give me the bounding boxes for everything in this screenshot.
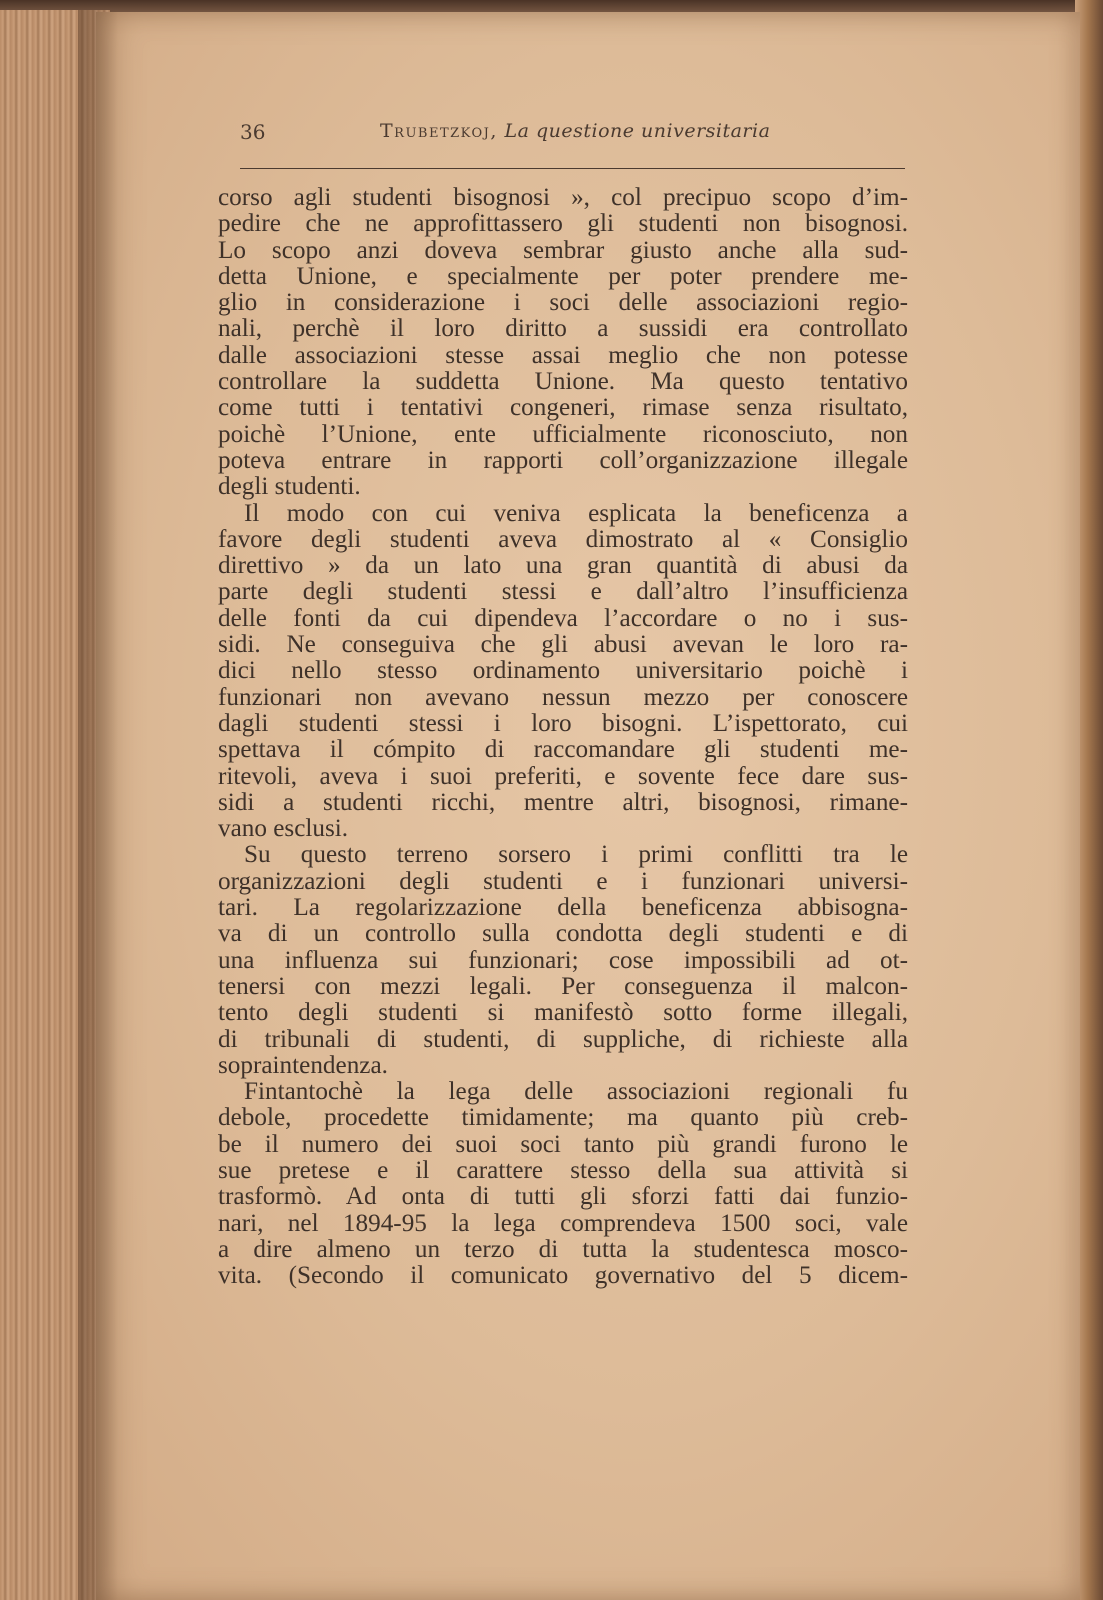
text-line: sidi. Ne conseguiva che gli abusi avevan le loro ra- (218, 631, 908, 659)
text-line: tenersi con mezzi legali. Per conseguenza il malcon- (218, 972, 908, 1000)
text-line: parte degli studenti stessi e dall’altro l’insufficienza (218, 578, 908, 606)
text-line: sue pretese e il carattere stesso della sua attività si (218, 1156, 908, 1184)
text-line: be il numero dei suoi soci tanto più grandi furono le (218, 1130, 908, 1158)
text-line: dalle associazioni stesse assai meglio che non potesse (218, 341, 908, 369)
header-rule (240, 168, 905, 169)
text-line: dici nello stesso ordinamento universitario poichè i (218, 657, 908, 685)
text-line: Fintantochè la lega delle associazioni regionali fu (244, 1078, 908, 1106)
text-line: di tribunali di studenti, di suppliche, di richieste alla (218, 1025, 908, 1053)
gutter-shadow (78, 10, 118, 1600)
text-line: tari. La regolarizzazione della beneficenza abbisogna- (218, 894, 908, 922)
running-head (240, 120, 920, 154)
text-line: poichè l’Unione, ente ufficialmente riconosciuto, non (218, 420, 908, 448)
text-line: delle fonti da cui dipendeva l’accordare o no i sus- (218, 604, 908, 632)
text-line: a dire almeno un terzo di tutta la studentesca mosco- (218, 1235, 908, 1263)
text-line: direttivo » da un lato una gran quantità di abusi da (218, 552, 908, 580)
text-line: vita. (Secondo il comunicato governativo del 5 dicem- (218, 1262, 908, 1290)
text-line: Su questo terreno sorsero i primi conflitti tra le (244, 841, 908, 869)
header-title (380, 120, 770, 142)
text-line: dagli studenti stessi i loro bisogni. L’ispettorato, cui (218, 709, 908, 737)
text-line: organizzazioni degli studenti e i funzionari universi- (218, 867, 908, 895)
text-line: spettava il cómpito di raccomandare gli studenti me- (218, 736, 908, 764)
page-number: 36 (240, 120, 266, 144)
text-line: glio in considerazione i soci delle associazioni regio- (218, 289, 908, 317)
text-line: Il modo con cui veniva esplicata la beneficenza a (244, 499, 908, 527)
text-line: favore degli studenti aveva dimostrato al « Consiglio (218, 525, 908, 553)
text-line: sidi a studenti ricchi, mentre altri, bisognosi, rimane- (218, 788, 908, 816)
text-line: trasformò. Ad onta di tutti gli sforzi fatti dai funzio- (218, 1183, 908, 1211)
text-line: funzionari non avevano nessun mezzo per conoscere (218, 683, 908, 711)
text-line: pedire che ne approfittassero gli studenti non bisognosi. (218, 210, 908, 238)
text-line: poteva entrare in rapporti coll’organizzazione illegale (218, 446, 908, 474)
text-line: va di un controllo sulla condotta degli studenti e di (218, 920, 908, 948)
text-line: Lo scopo anzi doveva sembrar giusto anche alla sud- (218, 236, 908, 264)
text-line: controllare la suddetta Unione. Ma questo tentativo (218, 368, 908, 396)
text-line: detta Unione, e specialmente per poter prendere me- (218, 262, 908, 290)
text-line: degli studenti. (218, 473, 361, 501)
text-line: tento degli studenti si manifestò sotto forme illegali, (218, 999, 908, 1027)
text-line: una influenza sui funzionari; cose impossibili ad ot- (218, 946, 908, 974)
text-line: come tutti i tentativi congeneri, rimase senza risultato, (218, 394, 908, 422)
text-line: nali, perchè il loro diritto a sussidi era controllato (218, 315, 908, 343)
text-line: ritevoli, aveva i suoi preferiti, e sovente fece dare sus- (218, 762, 908, 790)
body-text (218, 185, 908, 1289)
text-line: sopraintendenza. (218, 1051, 388, 1079)
text-line: debole, procedette timidamente; ma quanto più creb- (218, 1104, 908, 1132)
text-line: nari, nel 1894-95 la lega comprendeva 1500 soci, vale (218, 1209, 908, 1237)
text-line: vano esclusi. (218, 815, 349, 843)
text-line: corso agli studenti bisognosi », col precipuo scopo d’im- (218, 184, 908, 211)
header-work-title: La questione universitaria (504, 120, 771, 142)
header-author: Trubetzkoj, (380, 120, 498, 142)
